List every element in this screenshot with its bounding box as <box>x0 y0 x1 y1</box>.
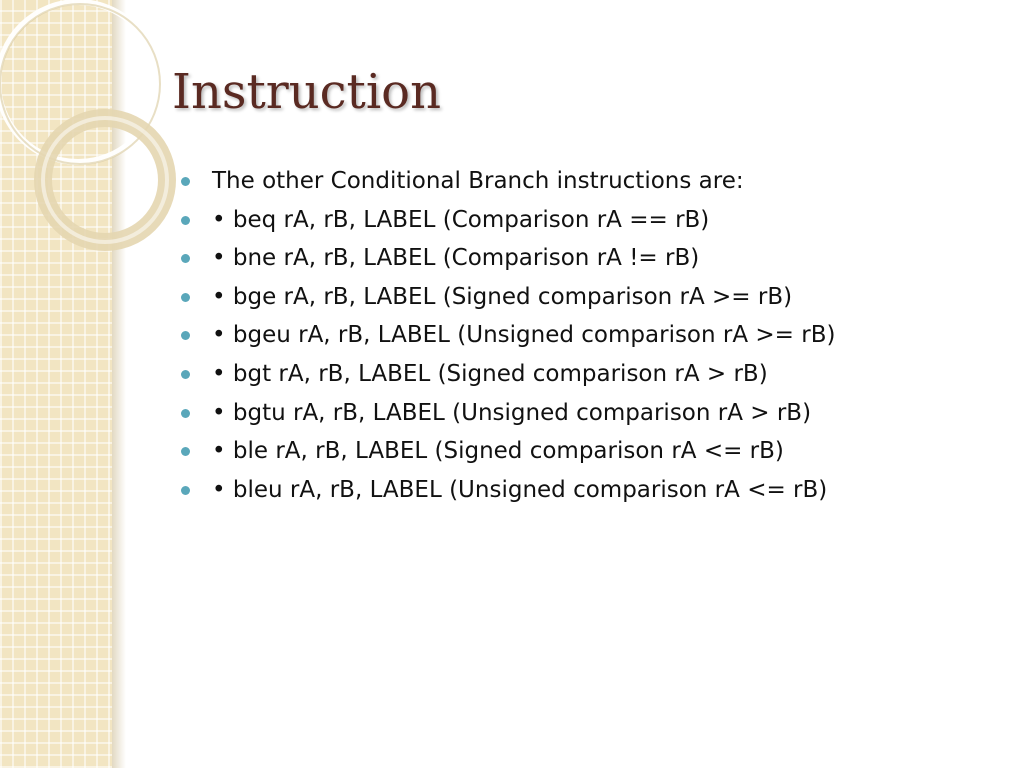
bullet-item-bleu <box>176 471 835 510</box>
bullet-dot-icon <box>181 486 190 495</box>
bullet-list <box>176 162 835 509</box>
bullet-item-bgeu <box>176 316 835 355</box>
bullet-text: The other Conditional Branch instructions are: <box>212 168 744 194</box>
bullet-item-bge <box>176 278 835 317</box>
bullet-dot-icon <box>181 370 190 379</box>
bullet-item-intro <box>176 162 835 201</box>
bullet-dot-icon <box>181 216 190 225</box>
bullet-text: • bleu rA, rB, LABEL (Unsigned comparison rA <= rB) <box>212 476 828 503</box>
bullet-dot-icon <box>181 331 190 340</box>
bullet-text: • bne rA, rB, LABEL (Comparison rA != rB) <box>212 245 700 272</box>
bullet-item-beq <box>176 201 835 240</box>
bullet-dot-icon <box>181 447 190 456</box>
bullet-text: • ble rA, rB, LABEL (Signed comparison rA <= rB) <box>212 438 784 465</box>
bullet-dot-icon <box>181 409 190 418</box>
bullet-text: • bge rA, rB, LABEL (Signed comparison rA >= rB) <box>212 283 793 310</box>
bullet-item-bne <box>176 239 835 278</box>
bullet-dot-icon <box>181 254 190 263</box>
bullet-text: • bgtu rA, rB, LABEL (Unsigned comparison rA > rB) <box>212 399 812 426</box>
decorative-circles-ornament <box>0 0 200 260</box>
bullet-item-ble <box>176 432 835 471</box>
ornament-small-ring-highlight <box>43 118 167 242</box>
bullet-text: • bgt rA, rB, LABEL (Signed comparison rA > rB) <box>212 360 768 387</box>
bullet-item-bgt <box>176 355 835 394</box>
bullet-dot-icon <box>181 177 190 186</box>
slide-title: Instruction <box>172 64 441 120</box>
bullet-dot-icon <box>181 293 190 302</box>
bullet-text: • beq rA, rB, LABEL (Comparison rA == rB) <box>212 206 710 233</box>
ornament-large-ring-shadow <box>0 4 160 164</box>
bullet-item-bgtu <box>176 394 835 433</box>
bullet-text: • bgeu rA, rB, LABEL (Unsigned comparison rA >= rB) <box>212 322 836 349</box>
